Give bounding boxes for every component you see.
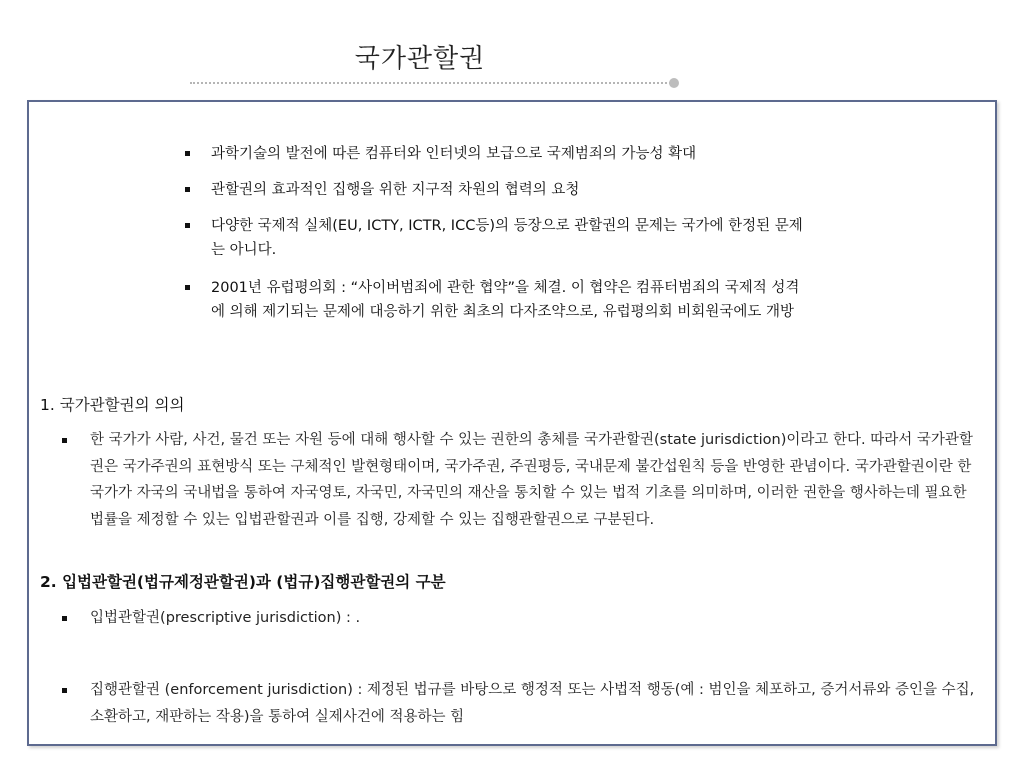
intro-bullet-text: 2001년 유럽평의회 : “사이버범죄에 관한 협약”을 체결. 이 협약은 컴퓨터범죄의 국제적 성격에 의해 제기되는 문제에 대응하기 위한 최초의 다자조약으로, 유럽평의회 비회원국에도 개방 <box>211 280 800 320</box>
intro-bullet-item <box>183 142 808 166</box>
square-bullet-icon <box>62 688 67 693</box>
section2-bullet-text: 입법관할권(prescriptive jurisdiction) : . <box>90 610 361 626</box>
square-bullet-icon <box>185 187 190 192</box>
section1-bullet-text: 한 국가가 사람, 사건, 물건 또는 자원 등에 대해 행사할 수 있는 권한의 총체를 국가관할권(state jurisdiction)이라고 한다. 따라서 국가관할권은 국가주권의 표현방식 또는 구체적인 발현형태이며, 국가주권, 주권평등, 국내문제 불간섭원칙 등을 반영한 관념이다. 국가관할권이란 한 국가가 자국의 국내법을 통하여 자국영토, 자국민, 자국민의 재산을 통치할 수 있는 법적 기초를 의미하며, 이러한 권한을 행사하는데 필요한 법률을 제정할 수 있는 입법관할권과 이를 집행, 강제할 수 있는 집행관할권으로 구분된다. <box>90 432 973 528</box>
section2-heading: 2. 입법관할권(법규제정관할권)과 (법규)집행관할권의 구분 <box>40 573 446 591</box>
intro-bullet-item <box>183 214 808 262</box>
title-rule-end-dot <box>669 78 679 88</box>
section1-list <box>60 427 980 533</box>
intro-bullet-text: 다양한 국제적 실체(EU, ICTY, ICTR, ICC등)의 등장으로 관할권의 문제는 국가에 한정된 문제는 아니다. <box>211 218 803 258</box>
square-bullet-icon <box>62 438 67 443</box>
section2-bullet-item <box>60 677 980 730</box>
intro-bullet-list <box>183 142 808 336</box>
slide-title: 국가관할권 <box>354 44 486 74</box>
intro-bullet-item <box>183 276 808 324</box>
section2-bullet-text: 집행관할권 (enforcement jurisdiction) : 제정된 법규를 바탕으로 행정적 또는 사법적 행동(예 : 범인을 체포하고, 증거서류와 증인을 수집, 소환하고, 재판하는 작용)을 통하여 실제사건에 적용하는 힘 <box>90 682 975 725</box>
intro-bullet-text: 관할권의 효과적인 집행을 위한 지구적 차원의 협력의 요청 <box>211 182 580 198</box>
section1-bullet-item <box>60 427 980 533</box>
square-bullet-icon <box>185 223 190 228</box>
intro-bullet-item <box>183 178 808 202</box>
section2-list-prescriptive <box>60 605 980 632</box>
section1-heading: 1. 국가관할권의 의의 <box>40 396 185 414</box>
intro-bullet-text: 과학기술의 발전에 따른 컴퓨터와 인터넷의 보급으로 국제범죄의 가능성 확대 <box>211 146 697 162</box>
square-bullet-icon <box>185 285 190 290</box>
section2-bullet-item <box>60 605 980 632</box>
section2-list-enforcement <box>60 677 980 730</box>
square-bullet-icon <box>62 616 67 621</box>
title-dotted-rule <box>190 82 674 84</box>
square-bullet-icon <box>185 151 190 156</box>
